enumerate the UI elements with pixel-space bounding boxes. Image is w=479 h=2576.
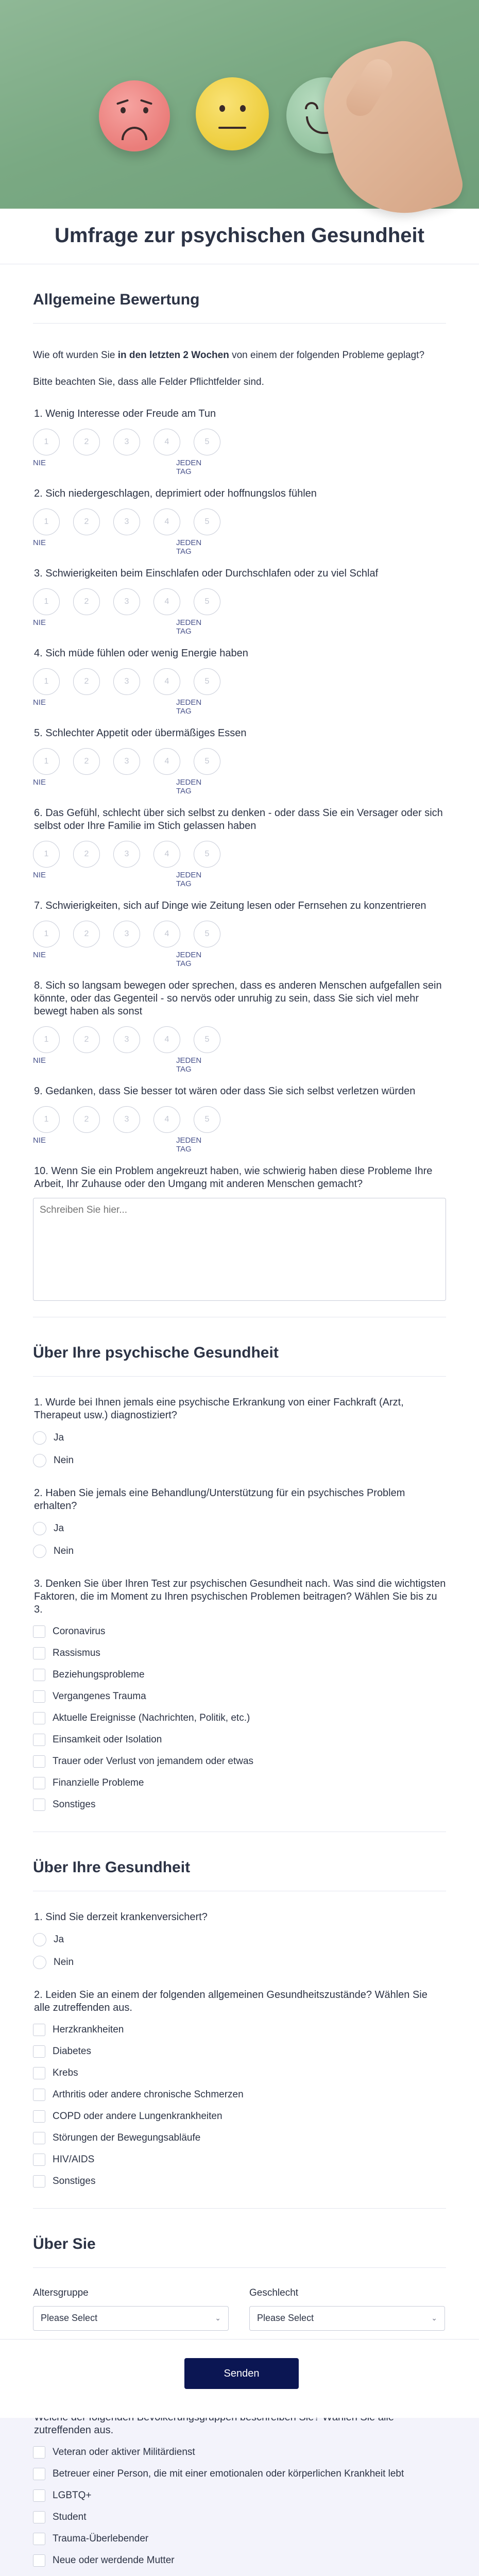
section-title-about: Über Sie	[33, 2209, 446, 2268]
gender-field	[249, 2287, 445, 2331]
radio-option-yes[interactable]	[33, 1431, 446, 1445]
rating-option[interactable]: 3	[113, 429, 140, 455]
scale-high-label: JEDEN TAG	[176, 1136, 218, 1154]
radio-button[interactable]	[33, 1431, 46, 1445]
option-label: Beziehungsprobleme	[53, 1669, 145, 1681]
option-label: HIV/AIDS	[53, 2154, 94, 2165]
rating-option[interactable]: 5	[194, 429, 220, 455]
option-label: Coronavirus	[53, 1626, 105, 1637]
option-label: LGBTQ+	[53, 2490, 92, 2501]
radio-button[interactable]	[33, 1956, 46, 1969]
rating-option[interactable]: 3	[113, 588, 140, 615]
page-title: Umfrage zur psychischen Gesundheit	[0, 209, 479, 264]
rating-scale	[33, 509, 446, 535]
checkbox-option[interactable]	[33, 2446, 446, 2459]
checkbox[interactable]	[33, 2045, 45, 2058]
field-label: Geschlecht	[249, 2287, 445, 2299]
rating-scale	[33, 588, 446, 615]
option-label: Aktuelle Ereignisse (Nachrichten, Politik, etc.)	[53, 1713, 250, 1724]
scale-high-label: JEDEN TAG	[176, 951, 218, 968]
checkbox[interactable]	[33, 2089, 45, 2101]
rating-scale	[33, 668, 446, 695]
checkbox[interactable]	[33, 1690, 45, 1703]
scale-legend	[33, 1134, 218, 1145]
radio-button[interactable]	[33, 1522, 46, 1535]
mental-question-2	[33, 1487, 446, 1558]
checkbox[interactable]	[33, 2511, 45, 2523]
rating-option[interactable]: 5	[194, 921, 220, 947]
scale-high-label: JEDEN TAG	[176, 698, 218, 716]
health-question-1	[33, 1911, 446, 1969]
question-label: 1. Wenig Interesse oder Freude am Tun	[33, 408, 446, 420]
checkbox[interactable]	[33, 1799, 45, 1811]
rating-option[interactable]: 2	[73, 748, 100, 775]
scale-low-label: NIE	[33, 778, 46, 787]
checkbox-option[interactable]	[33, 2154, 446, 2166]
scale-legend	[33, 948, 218, 960]
option-label: Krebs	[53, 2067, 78, 2079]
rating-option[interactable]: 1	[33, 429, 60, 455]
scale-high-label: JEDEN TAG	[176, 871, 218, 888]
checkbox[interactable]	[33, 2024, 45, 2036]
option-label: Vergangenes Trauma	[53, 1691, 146, 1702]
rating-option[interactable]: 2	[73, 509, 100, 535]
checkbox[interactable]	[33, 2446, 45, 2459]
radio-button[interactable]	[33, 1454, 46, 1467]
scale-low-label: NIE	[33, 459, 46, 467]
question-label: 7. Schwierigkeiten, sich auf Dinge wie Zeitung lesen oder Fernsehen zu konzentrieren	[33, 900, 446, 912]
rating-scale	[33, 841, 446, 868]
rating-option[interactable]: 5	[194, 1106, 220, 1133]
rating-option[interactable]: 4	[153, 429, 180, 455]
required-note: Bitte beachten Sie, dass alle Felder Pflichtfelder sind.	[33, 377, 446, 388]
option-label: Ja	[54, 1432, 64, 1444]
checkbox-option[interactable]	[33, 2468, 446, 2480]
radio-option-yes[interactable]	[33, 1933, 446, 1946]
rating-option[interactable]: 5	[194, 748, 220, 775]
rating-option[interactable]: 2	[73, 668, 100, 695]
chevron-down-icon: ⌄	[215, 2314, 221, 2323]
intro-text: Wie oft wurden Sie in den letzten 2 Wochen von einem der folgenden Probleme geplagt?	[33, 349, 446, 362]
checkbox-option[interactable]	[33, 2110, 446, 2123]
checkbox-option[interactable]	[33, 1669, 446, 1681]
scale-legend	[33, 1054, 218, 1065]
option-label: Ja	[54, 1523, 64, 1534]
rating-option[interactable]: 1	[33, 1026, 60, 1053]
hero-image	[0, 0, 479, 209]
radio-option-no[interactable]	[33, 1454, 446, 1467]
scale-legend	[33, 616, 218, 628]
checkbox[interactable]	[33, 2489, 45, 2502]
checkbox-option[interactable]	[33, 2045, 446, 2058]
checkbox[interactable]	[33, 2067, 45, 2079]
rating-option[interactable]: 4	[153, 588, 180, 615]
option-label: Neue oder werdende Mutter	[53, 2555, 175, 2566]
checkbox[interactable]	[33, 1669, 45, 1681]
rating-option[interactable]: 5	[194, 841, 220, 868]
rating-option[interactable]: 5	[194, 668, 220, 695]
select-value: Please Select	[257, 2313, 314, 2324]
scale-question	[33, 647, 446, 707]
rating-option[interactable]: 2	[73, 588, 100, 615]
radio-button[interactable]	[33, 1545, 46, 1558]
section-title-mental: Über Ihre psychische Gesundheit	[33, 1317, 446, 1377]
checkbox-list	[33, 1625, 446, 1811]
rating-option[interactable]: 2	[73, 841, 100, 868]
rating-option[interactable]: 4	[153, 509, 180, 535]
question-label: 9. Gedanken, dass Sie besser tot wären oder dass Sie sich selbst verletzen würden	[33, 1085, 446, 1098]
rating-option[interactable]: 2	[73, 429, 100, 455]
scale-low-label: NIE	[33, 1056, 46, 1065]
rating-option[interactable]: 1	[33, 841, 60, 868]
rating-option[interactable]: 1	[33, 668, 60, 695]
question-label: 3. Denken Sie über Ihren Test zur psychischen Gesundheit nach. Was sind die wichtigsten Faktoren, die im Moment zu Ihren psychischen Problemen beitragen? Wählen Sie bis zu 3.	[33, 1578, 446, 1616]
scale-low-label: NIE	[33, 538, 46, 547]
rating-option[interactable]: 1	[33, 509, 60, 535]
rating-option[interactable]: 3	[113, 748, 140, 775]
rating-option[interactable]: 4	[153, 1106, 180, 1133]
option-label: Trauer oder Verlust von jemandem oder etwas	[53, 1756, 253, 1767]
scale-legend	[33, 776, 218, 787]
scale-question	[33, 979, 446, 1065]
checkbox-option[interactable]	[33, 1625, 446, 1638]
question-label: 1. Wurde bei Ihnen jemals eine psychische Erkrankung von einer Fachkraft (Arzt, Therapeut usw.) diagnostiziert?	[33, 1396, 446, 1422]
checkbox[interactable]	[33, 2110, 45, 2123]
gender-select[interactable]	[249, 2306, 445, 2331]
checkbox[interactable]	[33, 1777, 45, 1789]
submit-button[interactable]: Senden	[184, 2358, 299, 2389]
rating-option[interactable]: 3	[113, 841, 140, 868]
scale-question-list	[33, 408, 446, 1145]
scale-question	[33, 1085, 446, 1145]
checkbox-option[interactable]	[33, 2067, 446, 2079]
age-select[interactable]	[33, 2306, 229, 2331]
rating-option[interactable]: 2	[73, 921, 100, 947]
question-label: zutreffenden aus.	[33, 2411, 446, 2437]
chevron-down-icon: ⌄	[431, 2314, 437, 2323]
checkbox[interactable]	[33, 2554, 45, 2567]
question-label: 10. Wenn Sie ein Problem angekreuzt haben, wie schwierig haben diese Probleme Ihre Arbeit, Ihr Zuhause oder den Umgang mit anderen Menschen gemacht?	[33, 1165, 446, 1191]
rating-option[interactable]: 2	[73, 1026, 100, 1053]
form-body	[0, 209, 479, 2576]
rating-option[interactable]: 5	[194, 509, 220, 535]
scale-question	[33, 408, 446, 468]
rating-option[interactable]: 2	[73, 1106, 100, 1133]
checkbox-option[interactable]	[33, 2175, 446, 2188]
section-title-health: Über Ihre Gesundheit	[33, 1832, 446, 1891]
rating-option[interactable]: 5	[194, 588, 220, 615]
checkbox-list	[33, 2446, 446, 2576]
rating-option[interactable]: 1	[33, 1106, 60, 1133]
radio-option-yes[interactable]	[33, 1522, 446, 1535]
rating-option[interactable]: 3	[113, 668, 140, 695]
checkbox-option[interactable]	[33, 2132, 446, 2144]
checkbox-option[interactable]	[33, 1690, 446, 1703]
age-field	[33, 2287, 229, 2331]
option-label: Arthritis oder andere chronische Schmerzen	[53, 2089, 244, 2100]
option-label: COPD oder andere Lungenkrankheiten	[53, 2111, 223, 2122]
option-label: Rassismus	[53, 1648, 100, 1659]
scale-question	[33, 567, 446, 628]
question-label: 2. Haben Sie jemals eine Behandlung/Unterstützung für ein psychisches Problem erhalten?	[33, 1487, 446, 1513]
scale-high-label: JEDEN TAG	[176, 618, 218, 636]
rating-scale	[33, 921, 446, 947]
scale-legend	[33, 536, 218, 548]
checkbox-option[interactable]	[33, 1734, 446, 1746]
question-label: 2. Sich niedergeschlagen, deprimiert oder hoffnungslos fühlen	[33, 487, 446, 500]
scale-high-label: JEDEN TAG	[176, 459, 218, 476]
section-title-general: Allgemeine Bewertung	[33, 264, 446, 324]
checkbox[interactable]	[33, 1755, 45, 1768]
checkbox-option[interactable]	[33, 1647, 446, 1659]
checkbox[interactable]	[33, 1625, 45, 1638]
rating-option[interactable]: 4	[153, 841, 180, 868]
checkbox[interactable]	[33, 1712, 45, 1724]
rating-option[interactable]: 3	[113, 1106, 140, 1133]
checkbox-option[interactable]	[33, 2511, 446, 2523]
difficulty-textarea[interactable]	[33, 1198, 446, 1301]
rating-option[interactable]: 3	[113, 1026, 140, 1053]
submit-area	[0, 2339, 479, 2418]
option-label: Nein	[54, 1455, 74, 1466]
rating-option[interactable]: 3	[113, 921, 140, 947]
rating-option[interactable]: 1	[33, 748, 60, 775]
scale-question	[33, 487, 446, 548]
option-label: Ja	[54, 1934, 64, 1945]
question-label: 3. Schwierigkeiten beim Einschlafen oder Durchschlafen oder zu viel Schlaf	[33, 567, 446, 580]
question-label: 8. Sich so langsam bewegen oder sprechen, dass es anderen Menschen aufgefallen sein könnte, oder das Gegenteil - so nervös oder unruhig zu sein, dass Sie sich viel mehr bewegt haben als sonst	[33, 979, 446, 1018]
rating-scale	[33, 429, 446, 455]
question-label: 2. Leiden Sie an einem der folgenden allgemeinen Gesundheitszustände? Wählen Sie alle zutreffenden aus.	[33, 1989, 446, 2014]
scale-question	[33, 727, 446, 787]
scale-high-label: JEDEN TAG	[176, 1056, 218, 1074]
question-label: 6. Das Gefühl, schlecht über sich selbst zu denken - oder dass Sie ein Versager oder sich selbst oder Ihre Familie im Stich gelassen haben	[33, 807, 446, 833]
scale-low-label: NIE	[33, 1136, 46, 1145]
question-label: 4. Sich müde fühlen oder wenig Energie haben	[33, 647, 446, 660]
checkbox-option[interactable]	[33, 2089, 446, 2101]
rating-option[interactable]: 1	[33, 588, 60, 615]
scale-legend	[33, 696, 218, 707]
sad-face-icon	[99, 80, 170, 151]
option-label: Betreuer einer Person, die mit einer emotionalen oder körperlichen Krankheit lebt	[53, 2468, 404, 2480]
checkbox[interactable]	[33, 2468, 45, 2480]
scale-question	[33, 807, 446, 880]
option-label: Einsamkeit oder Isolation	[53, 1734, 162, 1745]
option-label: Diabetes	[53, 2046, 91, 2057]
scale-low-label: NIE	[33, 871, 46, 879]
rating-option[interactable]: 4	[153, 748, 180, 775]
radio-button[interactable]	[33, 1933, 46, 1946]
option-label: Nein	[54, 1546, 74, 1557]
scale-low-label: NIE	[33, 618, 46, 627]
checkbox-option[interactable]	[33, 2489, 446, 2502]
select-row	[33, 2287, 446, 2331]
option-label: Nein	[54, 1957, 74, 1968]
checkbox-option[interactable]	[33, 1755, 446, 1768]
rating-scale	[33, 1106, 446, 1133]
scale-low-label: NIE	[33, 698, 46, 707]
rating-option[interactable]: 4	[153, 1026, 180, 1053]
question-label: 5. Schlechter Appetit oder übermäßiges Essen	[33, 727, 446, 740]
checkbox-list	[33, 2024, 446, 2188]
checkbox[interactable]	[33, 2533, 45, 2545]
groups-question	[33, 2411, 446, 2576]
checkbox-option[interactable]	[33, 1777, 446, 1789]
rating-option[interactable]: 3	[113, 509, 140, 535]
option-label: Sonstiges	[53, 1799, 95, 1810]
mental-question-3	[33, 1578, 446, 1811]
select-value: Please Select	[41, 2313, 97, 2324]
rating-scale	[33, 1026, 446, 1053]
radio-option-no[interactable]	[33, 1545, 446, 1558]
rating-option[interactable]: 5	[194, 1026, 220, 1053]
checkbox-option[interactable]	[33, 2024, 446, 2036]
field-label: Altersgruppe	[33, 2287, 229, 2299]
scale-low-label: NIE	[33, 951, 46, 959]
scale-high-label: JEDEN TAG	[176, 538, 218, 556]
checkbox[interactable]	[33, 2154, 45, 2166]
neutral-face-icon	[196, 77, 269, 150]
option-label: Student	[53, 2512, 87, 2523]
option-label: Herzkrankheiten	[53, 2024, 124, 2036]
scale-high-label: JEDEN TAG	[176, 778, 218, 795]
checkbox-option[interactable]	[33, 1799, 446, 1811]
checkbox-option[interactable]	[33, 1712, 446, 1724]
checkbox-option[interactable]	[33, 2554, 446, 2567]
question-label: 1. Sind Sie derzeit krankenversichert?	[33, 1911, 446, 1924]
option-label: Trauma-Überlebender	[53, 2533, 148, 2545]
scale-question	[33, 900, 446, 960]
mental-question-1	[33, 1396, 446, 1467]
option-label: Störungen der Bewegungsabläufe	[53, 2132, 200, 2144]
question-10	[33, 1165, 446, 1303]
option-label: Finanzielle Probleme	[53, 1777, 144, 1789]
rating-option[interactable]: 4	[153, 921, 180, 947]
checkbox[interactable]	[33, 2175, 45, 2188]
radio-option-no[interactable]	[33, 1956, 446, 1969]
option-label: Veteran oder aktiver Militärdienst	[53, 2447, 195, 2458]
checkbox[interactable]	[33, 1647, 45, 1659]
health-question-2	[33, 1989, 446, 2188]
checkbox[interactable]	[33, 1734, 45, 1746]
rating-option[interactable]: 1	[33, 921, 60, 947]
rating-scale	[33, 748, 446, 775]
scale-legend	[33, 456, 218, 468]
checkbox[interactable]	[33, 2132, 45, 2144]
checkbox-option[interactable]	[33, 2533, 446, 2545]
option-label: Sonstiges	[53, 2176, 95, 2187]
scale-legend	[33, 869, 218, 880]
rating-option[interactable]: 4	[153, 668, 180, 695]
